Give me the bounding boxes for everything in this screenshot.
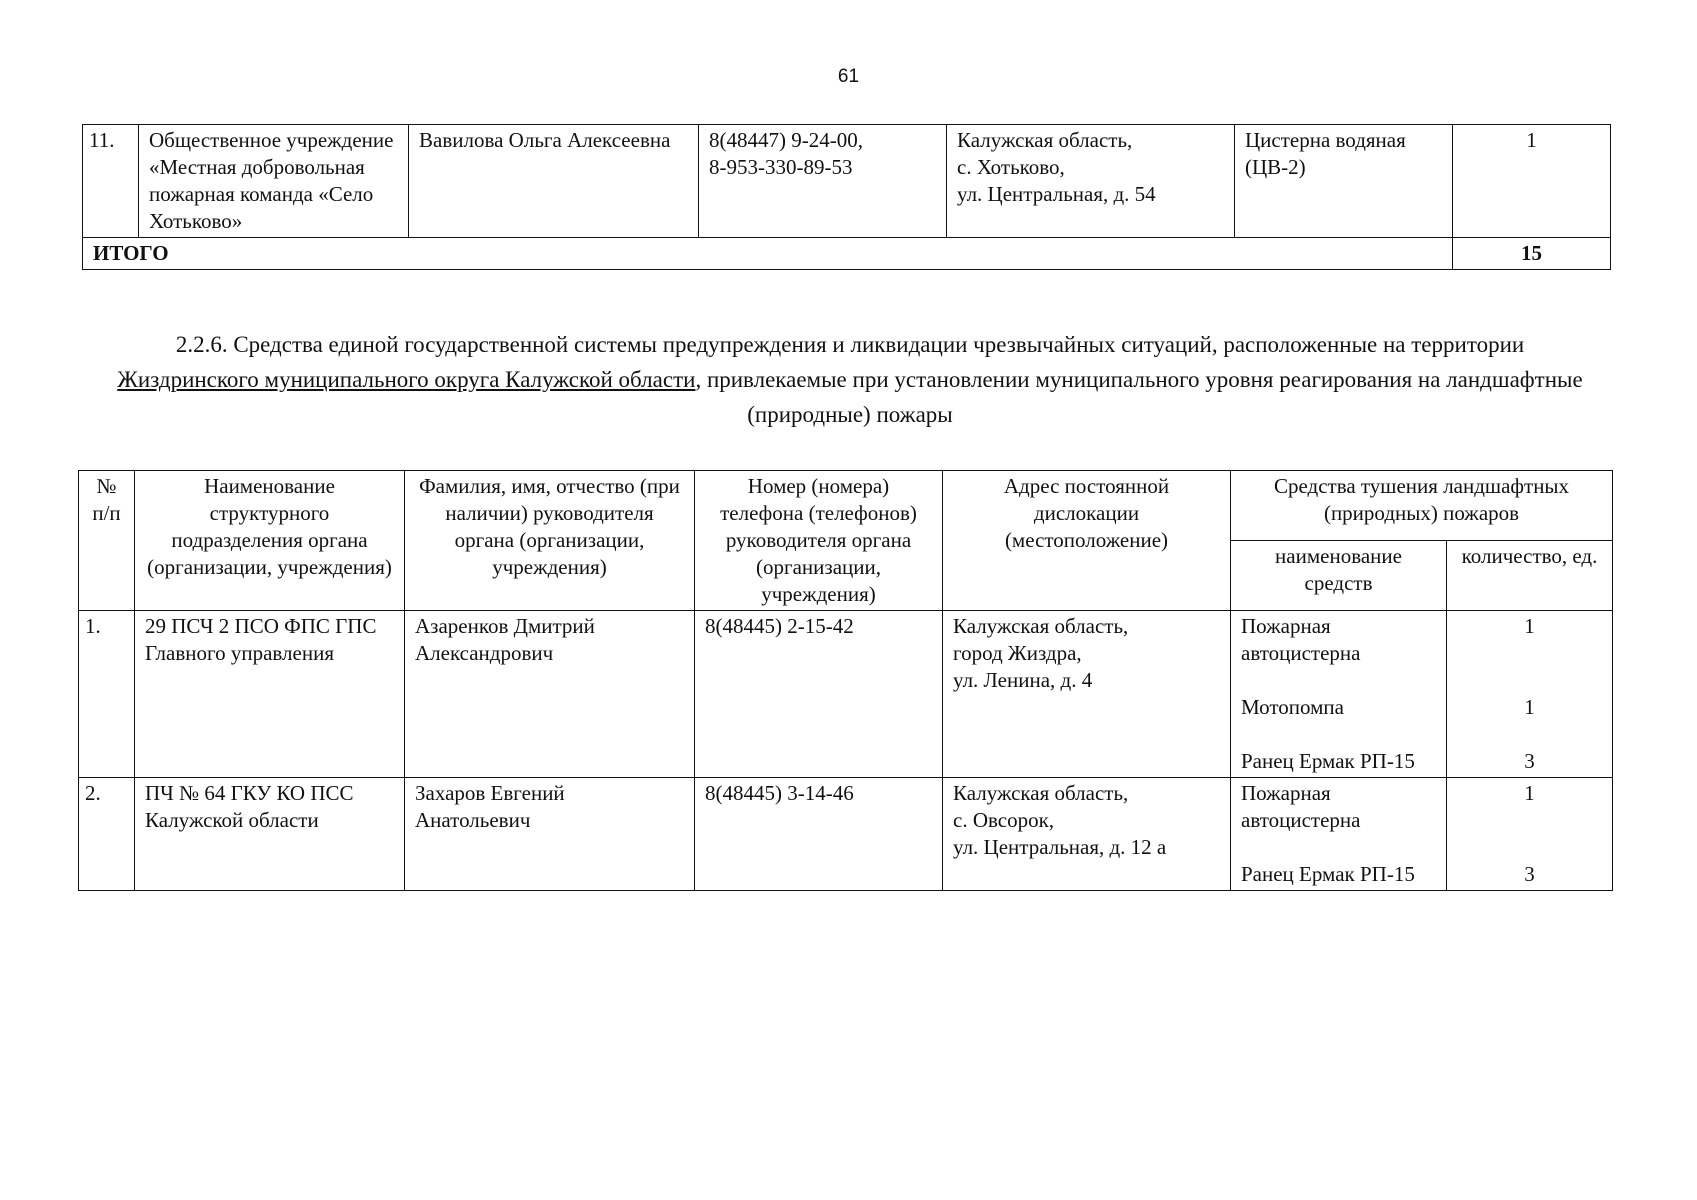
means-qtys bbox=[1447, 778, 1613, 891]
address-line: Калужская область, bbox=[953, 781, 1129, 805]
phone-cell bbox=[699, 125, 947, 238]
total-row bbox=[83, 238, 1611, 270]
means-qty: 3 bbox=[1524, 862, 1535, 886]
org-name: Общественное учреждение «Местная добровольная пожарная команда «Село Хотьково» bbox=[139, 125, 409, 238]
means-name: Ранец Ермак РП-15 bbox=[1241, 862, 1415, 886]
means-qty: 3 bbox=[1524, 749, 1535, 773]
address-line: ул. Центральная, д. 12 а bbox=[953, 835, 1167, 859]
heading-underlined-text: Жиздринского муниципального округа Калужской области bbox=[117, 367, 696, 392]
header-org: Наименование структурного подразделения органа (организации, учреждения) bbox=[135, 471, 405, 611]
org-name: 29 ПСЧ 2 ПСО ФПС ГПС Главного управления bbox=[135, 611, 405, 778]
address-cell bbox=[947, 125, 1235, 238]
address-line: с. Овсорок, bbox=[953, 808, 1055, 832]
phone-line: 8-953-330-89-53 bbox=[709, 155, 853, 179]
phone-line: 8(48447) 9-24-00, bbox=[709, 128, 863, 152]
means-names bbox=[1231, 778, 1447, 891]
header-means-group: Средства тушения ландшафтных (природных) пожаров bbox=[1231, 471, 1613, 541]
row-number: 11. bbox=[83, 125, 139, 238]
phone: 8(48445) 2-15-42 bbox=[695, 611, 943, 778]
means-name: Пожарная автоцистерна bbox=[1241, 614, 1361, 665]
address-line: Калужская область, bbox=[953, 614, 1129, 638]
forces-table bbox=[78, 470, 1613, 891]
address-cell bbox=[943, 778, 1231, 891]
means-qty: 1 bbox=[1524, 781, 1535, 805]
table-row bbox=[83, 125, 1611, 238]
means-name: Пожарная автоцистерна bbox=[1241, 781, 1361, 832]
header-phone: Номер (номера) телефона (телефонов) руководителя органа (организации, учреждения) bbox=[695, 471, 943, 611]
header-row bbox=[79, 471, 1613, 541]
org-name: ПЧ № 64 ГКУ КО ПСС Калужской области bbox=[135, 778, 405, 891]
page-number: 61 bbox=[837, 66, 860, 87]
total-value: 15 bbox=[1453, 238, 1611, 270]
means-name: Мотопомпа bbox=[1241, 695, 1344, 719]
address-line: Калужская область, bbox=[957, 128, 1133, 152]
heading-text: 2.2.6. Средства единой государственной системы предупреждения и ликвидации чрезвычайных ситуаций, расположенные на территории bbox=[175, 332, 1525, 357]
means-qtys bbox=[1447, 611, 1613, 778]
head-name: Азаренков Дмитрий Александрович bbox=[405, 611, 695, 778]
table-row bbox=[79, 611, 1613, 778]
address-cell bbox=[943, 611, 1231, 778]
address-line: город Жиздра, bbox=[953, 641, 1082, 665]
means-qty: 1 bbox=[1453, 125, 1611, 238]
means-qty: 1 bbox=[1524, 614, 1535, 638]
means-names bbox=[1231, 611, 1447, 778]
header-means-name: наименование средств bbox=[1231, 541, 1447, 611]
heading-text-end: , привлекаемые при установлении муниципального уровня реагирования на ландшафтные (природные) пожары bbox=[695, 367, 1583, 427]
means-name: Цистерна водяная (ЦВ-2) bbox=[1235, 125, 1453, 238]
previous-table-continuation bbox=[82, 124, 1611, 270]
table-row bbox=[79, 778, 1613, 891]
address-line: ул. Центральная, д. 54 bbox=[957, 182, 1156, 206]
address-line: с. Хотьково, bbox=[957, 155, 1065, 179]
header-head: Фамилия, имя, отчество (при наличии) руководителя органа (организации, учреждения) bbox=[405, 471, 695, 611]
header-means-qty: количество, ед. bbox=[1447, 541, 1613, 611]
header-num: № п/п bbox=[79, 471, 135, 611]
means-qty: 1 bbox=[1524, 695, 1535, 719]
section-heading bbox=[110, 327, 1590, 432]
row-number: 1. bbox=[79, 611, 135, 778]
head-name: Вавилова Ольга Алексеевна bbox=[409, 125, 699, 238]
address-line: ул. Ленина, д. 4 bbox=[953, 668, 1093, 692]
head-name: Захаров Евгений Анатольевич bbox=[405, 778, 695, 891]
means-name: Ранец Ермак РП-15 bbox=[1241, 749, 1415, 773]
phone: 8(48445) 3-14-46 bbox=[695, 778, 943, 891]
total-label: ИТОГО bbox=[83, 238, 1453, 270]
row-number: 2. bbox=[79, 778, 135, 891]
header-address: Адрес постоянной дислокации (местоположение) bbox=[943, 471, 1231, 611]
